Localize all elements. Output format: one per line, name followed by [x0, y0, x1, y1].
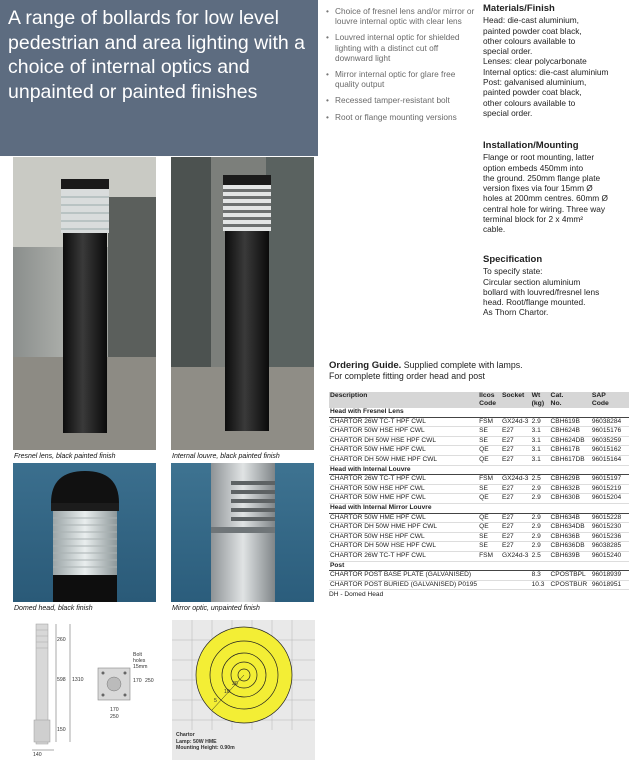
materials-section	[483, 4, 635, 118]
table-cell: SE	[478, 542, 501, 552]
table-cell: 3.1	[531, 436, 550, 446]
table-cell	[501, 580, 531, 590]
feature-item: • Choice of fresnel lens and/or mirror or louvre internal optic with clear lens	[326, 6, 475, 27]
isolux-label: 5	[214, 698, 217, 704]
feature-item: • Root or flange mounting versions	[326, 111, 457, 122]
isolux-label: 20	[232, 681, 238, 687]
table-cell: CHARTOR POST BURIED (GALVANISED) P0195	[329, 580, 478, 590]
table-row	[329, 551, 629, 561]
table-cell: E27	[501, 494, 531, 504]
table-cell: 96015230	[591, 523, 629, 533]
dim-label: 250	[110, 714, 119, 720]
ordering-guide-line2: For complete fitting order head and post	[329, 371, 485, 381]
table-row	[329, 580, 629, 590]
specification-heading: Specification	[483, 254, 543, 265]
table-cell	[478, 571, 501, 581]
table-cell: CHARTOR 50W HME HPF CWL	[329, 513, 478, 523]
table-cell: QE	[478, 513, 501, 523]
table-cell: 2.9	[531, 532, 550, 542]
table-cell: CBH617B	[550, 446, 591, 456]
table-cell: CHARTOR 50W HSE HPF CWL	[329, 484, 478, 494]
table-cell: CBH634B	[550, 513, 591, 523]
table-cell: CHARTOR POST BASE PLATE (GALVANISED)	[329, 571, 478, 581]
table-cell: 96015162	[591, 446, 629, 456]
photometric-panel	[172, 620, 315, 760]
table-row	[329, 475, 629, 485]
table-cell: CHARTOR DH 50W HSE HPF CWL	[329, 436, 478, 446]
table-cell: E27	[501, 436, 531, 446]
table-cell: 96015204	[591, 494, 629, 504]
column-header: Cat. No.	[550, 392, 591, 408]
ordering-guide-title: Ordering Guide.	[329, 360, 402, 371]
dim-label: 150	[57, 727, 66, 733]
photo-domed-head	[13, 463, 156, 602]
dim-label: 170	[133, 678, 142, 684]
table-cell: CBH636B	[550, 532, 591, 542]
table-cell: 96015164	[591, 455, 629, 465]
table-cell: E27	[501, 427, 531, 437]
table-row	[329, 427, 629, 437]
table-cell: QE	[478, 494, 501, 504]
column-header: Ilcos Code	[478, 392, 501, 408]
table-cell: CHARTOR 50W HSE HPF CWL	[329, 532, 478, 542]
table-cell: E27	[501, 513, 531, 523]
table-cell	[478, 580, 501, 590]
table-row	[329, 484, 629, 494]
isolux-label: 10	[224, 689, 230, 695]
feature-text: Louvred internal optic for shielded lighting with a distinct cut off downward light	[335, 32, 460, 63]
table-cell: CHARTOR 26W TC-T HPF CWL	[329, 475, 478, 485]
table-cell: CBH619B	[550, 417, 591, 427]
table-cell: 10.3	[531, 580, 550, 590]
installation-section	[483, 141, 635, 235]
table-row	[329, 532, 629, 542]
installation-text: Flange or root mounting, latter option embeds 450mm into the ground. 250mm flange plate version fixes via four 15mm Ø holes at 200mm centres. 60mm Ø central hole for wiring. Three way terminal block for 2 x 4mm² cable.	[483, 152, 608, 235]
table-row	[329, 513, 629, 523]
feature-text: Root or flange mounting versions	[335, 111, 457, 122]
table-cell: SE	[478, 427, 501, 437]
table-cell: 3.1	[531, 446, 550, 456]
table-cell: FSM	[478, 417, 501, 427]
table-cell: QE	[478, 455, 501, 465]
table-row	[329, 417, 629, 427]
feature-item: • Louvred internal optic for shielded lighting with a distinct cut off downward light	[326, 32, 460, 63]
table-cell: 96015228	[591, 513, 629, 523]
table-cell: QE	[478, 446, 501, 456]
installation-heading: Installation/Mounting	[483, 140, 579, 151]
feature-text: Choice of fresnel lens and/or mirror or louvre internal optic with clear lens	[335, 6, 475, 27]
ordering-guide-intro	[329, 360, 629, 382]
table-cell: 3.1	[531, 455, 550, 465]
specification-text: To specify state: Circular section aluminium bollard with louvred/fresnel lens head. Root/flange mounted. As Thorn Chartor.	[483, 266, 600, 318]
section-heading: Head with Internal Mirror Louvre	[329, 503, 629, 513]
table-cell: GX24d-3	[501, 475, 531, 485]
table-row	[329, 542, 629, 552]
column-header: Socket	[501, 392, 531, 408]
table-cell: SE	[478, 436, 501, 446]
table-cell: 96038285	[591, 542, 629, 552]
section-row	[329, 503, 629, 513]
table-cell: 96015240	[591, 551, 629, 561]
caption-louvre: Internal louvre, black painted finish	[172, 453, 280, 460]
dim-label: 170	[110, 707, 119, 713]
table-cell: CHARTOR 26W TC-T HPF CWL	[329, 551, 478, 561]
table-cell: E27	[501, 532, 531, 542]
section-heading: Head with Fresnel Lens	[329, 408, 629, 417]
table-cell	[501, 571, 531, 581]
dim-label: 260	[57, 637, 66, 643]
section-row	[329, 465, 629, 475]
feature-list	[326, 6, 478, 128]
table-cell: 2.9	[531, 542, 550, 552]
table-cell: E27	[501, 455, 531, 465]
section-row	[329, 408, 629, 417]
table-row	[329, 446, 629, 456]
table-cell: CBH617DB	[550, 455, 591, 465]
table-cell: 96018951	[591, 580, 629, 590]
caption-fresnel: Fresnel lens, black painted finish	[14, 453, 116, 460]
feature-text: Recessed tamper-resistant bolt	[335, 95, 450, 106]
table-cell: 96015197	[591, 475, 629, 485]
section-heading: Head with Internal Louvre	[329, 465, 629, 475]
table-cell: 96015176	[591, 427, 629, 437]
table-cell: CBH629B	[550, 475, 591, 485]
table-cell: E27	[501, 523, 531, 533]
table-cell: 96018939	[591, 571, 629, 581]
photo-louvre-bollard	[171, 157, 314, 450]
table-cell: E27	[501, 542, 531, 552]
table-cell: GX24d-3	[501, 551, 531, 561]
table-cell: 96015236	[591, 532, 629, 542]
feature-item: • Recessed tamper-resistant bolt	[326, 95, 450, 106]
table-cell: FSM	[478, 551, 501, 561]
materials-heading: Materials/Finish	[483, 3, 555, 14]
caption-mirror: Mirror optic, unpainted finish	[172, 605, 260, 612]
table-cell: FSM	[478, 475, 501, 485]
table-cell: 3.1	[531, 427, 550, 437]
table-cell: CHARTOR DH 50W HSE HPF CWL	[329, 542, 478, 552]
table-header-row	[329, 392, 629, 408]
table-cell: 2.9	[531, 417, 550, 427]
table-cell: CBH636DB	[550, 542, 591, 552]
table-cell: SE	[478, 484, 501, 494]
feature-item: • Mirror internal optic for glare free quality output	[326, 69, 456, 90]
dim-label: 598	[57, 677, 66, 683]
ordering-guide-subtitle: Supplied complete with lamps.	[403, 360, 523, 370]
table-cell: CBH624DB	[550, 436, 591, 446]
side-elevation-drawing	[20, 622, 90, 760]
feature-text: Mirror internal optic for glare free quality output	[335, 69, 456, 90]
table-cell: 96035259	[591, 436, 629, 446]
table-cell: CPOSTBPL	[550, 571, 591, 581]
table-cell: 2.9	[531, 494, 550, 504]
table-cell: CBH630B	[550, 494, 591, 504]
table-row	[329, 571, 629, 581]
table-row	[329, 494, 629, 504]
table-cell: CBH639B	[550, 551, 591, 561]
table-cell: 2.5	[531, 551, 550, 561]
table-cell: QE	[478, 523, 501, 533]
table-cell: 2.9	[531, 513, 550, 523]
table-cell: 8.3	[531, 571, 550, 581]
table-cell: GX24d-3	[501, 417, 531, 427]
table-cell: CHARTOR 50W HME HPF CWL	[329, 446, 478, 456]
table-cell: CBH632B	[550, 484, 591, 494]
table-cell: CHARTOR DH 50W HME HPF CWL	[329, 455, 478, 465]
headline: A range of bollards for low level pedestrian and area lighting with a choice of internal optics and unpainted or painted finishes	[8, 7, 306, 103]
table-cell: 2.9	[531, 484, 550, 494]
specification-section	[483, 255, 635, 318]
table-row	[329, 455, 629, 465]
table-cell: CBH624B	[550, 427, 591, 437]
table-cell: 2.5	[531, 475, 550, 485]
section-heading: Post	[329, 561, 629, 571]
section-row	[329, 561, 629, 571]
column-header: SAP Code	[591, 392, 629, 408]
table-cell: 2.9	[531, 523, 550, 533]
table-cell: E27	[501, 446, 531, 456]
table-row	[329, 523, 629, 533]
ordering-table	[329, 392, 629, 590]
photo-fresnel-bollard	[13, 157, 156, 450]
table-cell: CBH634DB	[550, 523, 591, 533]
photometric-legend: Chartor Lamp: 50W HME Mounting Height: 0.90m	[176, 732, 235, 751]
table-footnote: DH - Domed Head	[329, 591, 384, 598]
table-row	[329, 436, 629, 446]
table-cell: CPOSTBUR	[550, 580, 591, 590]
table-cell: CHARTOR 50W HME HPF CWL	[329, 494, 478, 504]
caption-domed: Domed head, black finish	[14, 605, 93, 612]
materials-text: Head: die-cast aluminium, painted powder coat black, other colours available to special order. Lenses: clear polycarbonate Internal optics: die-cast aluminium Post: galvanised aluminium, painted powder coat black, other colours available to special order.	[483, 15, 609, 118]
dim-label: 1310	[72, 677, 84, 683]
base-plate-drawing	[95, 665, 135, 705]
isolux-diagram	[172, 620, 315, 730]
column-header: Wt (kg)	[531, 392, 550, 408]
bolt-holes-label: Bolt holes 15mm	[133, 652, 148, 670]
table-cell: CHARTOR 50W HSE HPF CWL	[329, 427, 478, 437]
column-header: Description	[329, 392, 478, 408]
table-cell: E27	[501, 484, 531, 494]
table-cell: SE	[478, 532, 501, 542]
dim-label: 140	[33, 752, 42, 758]
table-cell: 96038284	[591, 417, 629, 427]
table-cell: CHARTOR DH 50W HME HPF CWL	[329, 523, 478, 533]
photo-mirror-optic	[171, 463, 314, 602]
dim-label: 250	[145, 678, 154, 684]
table-cell: CHARTOR 26W TC-T HPF CWL	[329, 417, 478, 427]
table-cell: 96015219	[591, 484, 629, 494]
